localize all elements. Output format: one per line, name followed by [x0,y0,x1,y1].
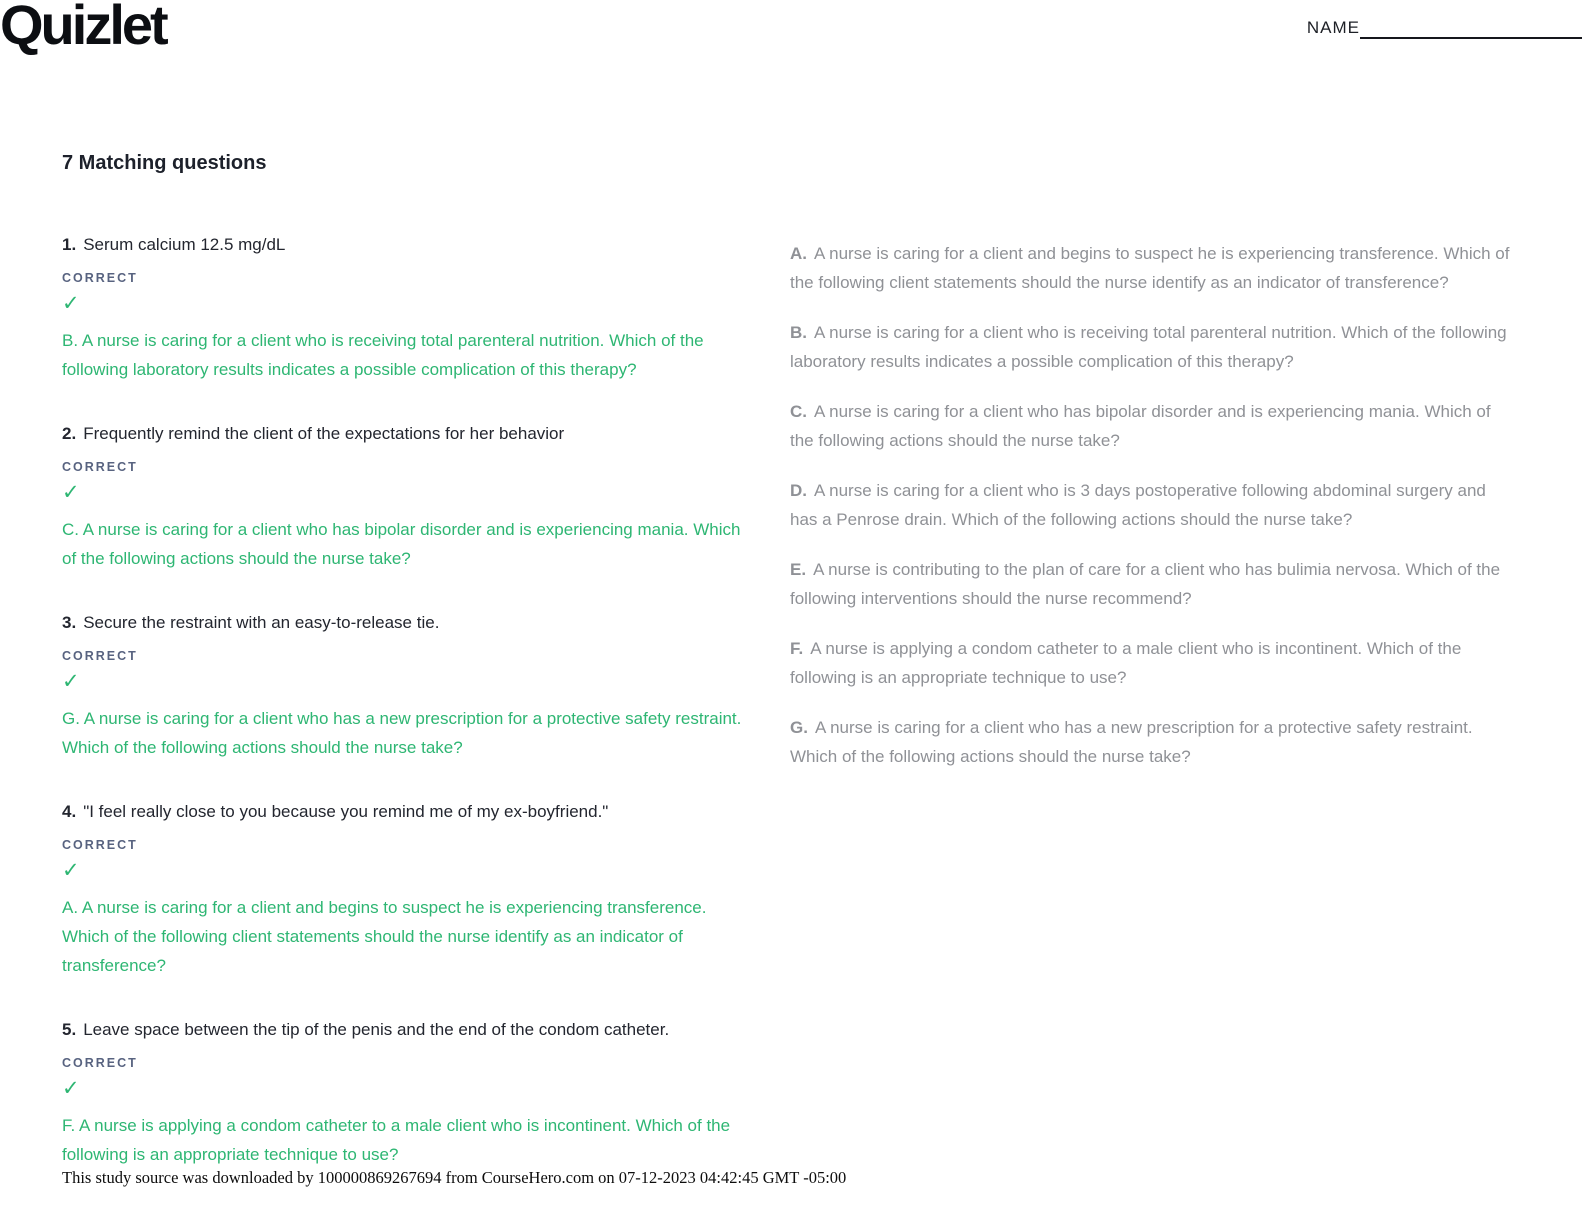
correct-label: CORRECT [62,649,138,663]
question-number: 1. [62,235,77,254]
correct-label: CORRECT [62,1056,138,1070]
question-item-4 [62,800,764,980]
question-line [62,611,764,635]
check-icon: ✓ [62,670,80,693]
option-item-f [790,635,1516,692]
option-text: A nurse is caring for a client who has a new prescription for a protective safety restraint. Which of the following actions should the nurse take? [790,718,1473,766]
option-text: A nurse is caring for a client who is 3 days postoperative following abdominal surgery and has a Penrose drain. Which of the following actions should the nurse take? [790,481,1486,529]
question-prompt: Leave space between the tip of the penis and the end of the condom catheter. [83,1020,670,1039]
option-item-a [790,240,1516,297]
option-text: A nurse is caring for a client and begins to suspect he is experiencing transference. Which of the following client statements should the nurse identify as an indicator of transference? [790,244,1510,292]
quizlet-logo: Quizlet [0,0,166,56]
option-letter: C. [790,402,807,421]
matched-answer: B. A nurse is caring for a client who is receiving total parenteral nutrition. Which of the following laboratory results indicates a possible complication of this therapy? [62,331,704,379]
option-letter: A. [790,244,807,263]
question-line [62,800,764,824]
name-label: NAME [1306,18,1360,37]
matched-answer: G. A nurse is caring for a client who has a new prescription for a protective safety restraint. Which of the following actions should the nurse take? [62,709,742,757]
option-letter: F. [790,639,804,658]
question-item-3 [62,611,764,762]
options-column [790,233,1516,1207]
option-item-e [790,556,1516,613]
question-number: 2. [62,424,77,443]
option-text: A nurse is contributing to the plan of care for a client who has bulimia nervosa. Which of the following interventions should the nurse recommend? [790,560,1501,608]
option-text: A nurse is applying a condom catheter to a male client who is incontinent. Which of the following is an appropriate technique to use? [790,639,1462,687]
question-line [62,422,764,446]
correct-label: CORRECT [62,838,138,852]
option-item-c [790,398,1516,455]
question-item-5 [62,1018,764,1169]
check-icon: ✓ [62,859,80,882]
page-title: 7 Matching questions [62,152,267,174]
question-prompt: Secure the restraint with an easy-to-release tie. [83,613,440,632]
matched-answer: A. A nurse is caring for a client and begins to suspect he is experiencing transference. Which of the following client statements should the nurse identify as an indicator of transference? [62,898,707,975]
coursehero-footer: This study source was downloaded by 100000869267694 from CourseHero.com on 07-12-2023 04:42:45 GMT -05:00 [62,1168,847,1187]
two-column-layout [62,233,1526,1207]
check-icon: ✓ [62,292,80,315]
question-number: 4. [62,802,77,821]
correct-label: CORRECT [62,460,138,474]
name-field-group [1307,18,1582,39]
questions-column [62,233,764,1207]
check-icon: ✓ [62,1077,80,1100]
option-letter: D. [790,481,807,500]
name-blank-line [1360,20,1582,39]
matched-answer: F. A nurse is applying a condom catheter to a male client who is incontinent. Which of the following is an appropriate technique to use? [62,1116,731,1164]
option-item-g [790,714,1516,771]
option-letter: G. [790,718,808,737]
option-item-d [790,477,1516,534]
question-prompt: "I feel really close to you because you remind me of my ex-boyfriend." [83,802,609,821]
question-item-2 [62,422,764,573]
question-prompt: Serum calcium 12.5 mg/dL [83,235,286,254]
matched-answer: C. A nurse is caring for a client who has bipolar disorder and is experiencing mania. Which of the following actions should the nurse take? [62,520,741,568]
question-number: 5. [62,1020,77,1039]
page-content [62,152,1526,1207]
question-line [62,233,764,257]
correct-label: CORRECT [62,271,138,285]
question-prompt: Frequently remind the client of the expectations for her behavior [83,424,565,443]
option-text: A nurse is caring for a client who has bipolar disorder and is experiencing mania. Which of the following actions should the nurse take? [790,402,1491,450]
question-item-1 [62,233,764,384]
option-item-b [790,319,1516,376]
option-letter: B. [790,323,807,342]
question-line [62,1018,764,1042]
option-letter: E. [790,560,807,579]
question-number: 3. [62,613,77,632]
option-text: A nurse is caring for a client who is receiving total parenteral nutrition. Which of the following laboratory results indicates a possible complication of this therapy? [790,323,1507,371]
check-icon: ✓ [62,481,80,504]
